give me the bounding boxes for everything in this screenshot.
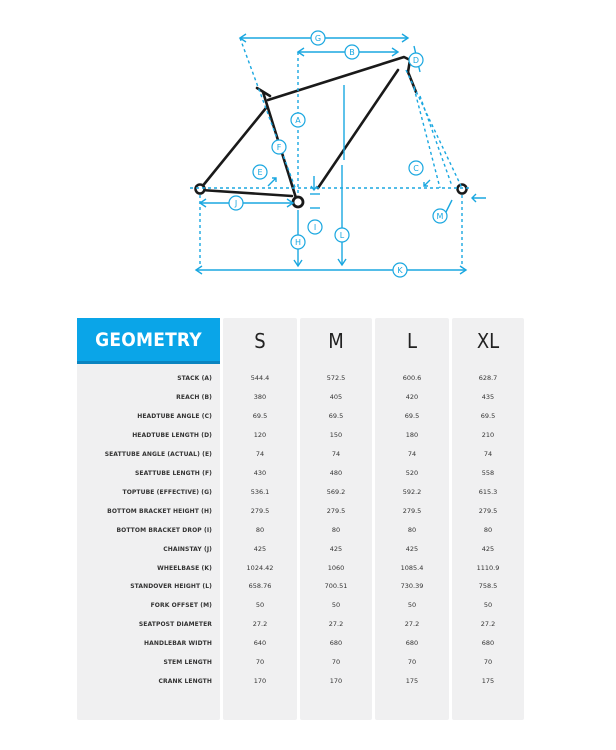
row-value-s: 1024.42: [246, 563, 274, 572]
label-f: [272, 140, 286, 154]
row-value-s: 27.2: [252, 620, 268, 629]
label-l-text: L: [339, 231, 345, 240]
table-row: [77, 653, 524, 672]
row-value-m: 1060: [327, 563, 345, 572]
row-value-l: 520: [405, 468, 419, 477]
table-row: [77, 634, 524, 653]
table-row: [77, 559, 524, 578]
row-value-xl: 70: [483, 658, 493, 667]
label-m-text: M: [436, 212, 444, 221]
label-b: [345, 45, 359, 59]
row-value-m: 680: [329, 639, 343, 648]
size-header-l: L: [406, 329, 418, 353]
row-value-s: 69.5: [252, 411, 268, 420]
row-value-l: 175: [405, 677, 419, 686]
label-g: [311, 31, 325, 45]
label-m: [433, 209, 447, 223]
row-label: TOPTUBE (EFFECTIVE) (G): [122, 488, 212, 496]
label-h-text: H: [294, 238, 302, 247]
row-value-s: 170: [253, 677, 267, 686]
size-header-m: M: [328, 329, 344, 353]
label-f-text: F: [276, 143, 282, 152]
row-value-l: 74: [407, 449, 417, 458]
frame-outline: [201, 57, 416, 198]
row-label: CHAINSTAY (J): [163, 545, 212, 553]
row-label: HEADTUBE ANGLE (C): [137, 412, 212, 420]
row-value-s: 50: [255, 601, 265, 610]
table-row: [77, 426, 524, 445]
row-value-l: 425: [405, 544, 419, 553]
size-header-xl: XL: [476, 329, 500, 353]
row-value-m: 425: [329, 544, 343, 553]
label-e-text: E: [257, 168, 263, 177]
row-value-m: 480: [329, 468, 343, 477]
row-value-xl: 80: [483, 525, 493, 534]
row-value-xl: 279.5: [478, 506, 498, 515]
label-k: [393, 263, 407, 277]
row-value-m: 569.2: [326, 487, 346, 496]
row-label: REACH (B): [176, 393, 212, 401]
row-value-l: 730.39: [400, 582, 424, 591]
row-value-xl: 680: [481, 639, 495, 648]
row-value-l: 592.2: [402, 487, 422, 496]
row-value-s: 120: [253, 430, 267, 439]
row-value-s: 70: [255, 658, 265, 667]
row-label: STEM LENGTH: [163, 659, 212, 667]
row-value-l: 27.2: [404, 620, 420, 629]
label-d: [409, 53, 423, 67]
table-row: [77, 672, 524, 691]
label-d-text: D: [412, 56, 420, 65]
row-value-xl: 210: [481, 430, 495, 439]
row-value-l: 70: [407, 658, 417, 667]
row-label: STANDOVER HEIGHT (L): [130, 583, 212, 591]
row-label: STACK (A): [177, 375, 212, 382]
row-value-m: 69.5: [328, 411, 344, 420]
row-value-m: 50: [331, 601, 341, 610]
table-row: [77, 369, 524, 388]
row-value-m: 405: [329, 392, 343, 401]
geometry-title: GEOMETRY: [77, 318, 220, 364]
row-value-s: 640: [253, 639, 267, 648]
row-value-xl: 558: [481, 468, 495, 477]
table-row: [77, 521, 524, 540]
row-value-s: 80: [255, 525, 265, 534]
row-value-l: 600.6: [402, 374, 422, 382]
row-value-l: 680: [405, 639, 419, 648]
row-label: HANDLEBAR WIDTH: [144, 640, 212, 648]
table-row: [77, 464, 524, 483]
row-value-m: 700.51: [324, 582, 348, 591]
row-value-xl: 74: [483, 449, 493, 458]
label-k-text: K: [397, 266, 403, 275]
row-label: BOTTOM BRACKET HEIGHT (H): [107, 507, 212, 515]
size-header-s: S: [254, 329, 266, 353]
dimension-labels: [229, 31, 447, 277]
row-value-s: 380: [253, 392, 267, 401]
row-value-xl: 1110.9: [476, 563, 500, 572]
row-label: SEATPOST DIAMETER: [138, 621, 212, 629]
row-value-l: 69.5: [404, 411, 420, 420]
row-label: FORK OFFSET (M): [150, 602, 212, 610]
row-label: HEADTUBE LENGTH (D): [132, 431, 212, 439]
row-value-l: 50: [407, 601, 417, 610]
label-a: [291, 113, 305, 127]
table-row: [77, 596, 524, 615]
table-row: [77, 483, 524, 502]
label-i: [308, 220, 322, 234]
row-value-s: 430: [253, 468, 267, 477]
row-value-m: 572.5: [326, 374, 346, 382]
label-h: [291, 235, 305, 249]
table-row: [77, 502, 524, 521]
row-value-s: 536.1: [250, 487, 270, 496]
row-value-xl: 615.3: [478, 487, 498, 496]
frame-geometry-diagram: [0, 0, 616, 300]
table-row: [77, 388, 524, 407]
row-value-s: 279.5: [250, 506, 270, 515]
row-value-m: 70: [331, 658, 341, 667]
row-value-s: 658.76: [248, 582, 272, 591]
label-l: [335, 228, 349, 242]
row-value-m: 80: [331, 525, 341, 534]
row-label: BOTTOM BRACKET DROP (I): [116, 526, 212, 534]
table-row: [77, 445, 524, 464]
row-value-xl: 69.5: [480, 411, 496, 420]
table-row: [77, 615, 524, 634]
table-row: [77, 577, 524, 596]
row-label: CRANK LENGTH: [158, 678, 212, 686]
row-value-s: 544.4: [250, 374, 270, 382]
row-value-l: 279.5: [402, 506, 422, 515]
row-value-xl: 435: [481, 392, 495, 401]
row-value-xl: 27.2: [480, 620, 496, 629]
table-row: [77, 407, 524, 426]
row-value-s: 74: [255, 449, 265, 458]
row-value-m: 27.2: [328, 620, 344, 629]
row-value-m: 74: [331, 449, 341, 458]
label-i-text: I: [313, 223, 317, 232]
row-value-l: 420: [405, 392, 419, 401]
row-value-m: 150: [329, 430, 343, 439]
label-c-text: C: [413, 164, 419, 173]
row-value-xl: 628.7: [478, 374, 498, 382]
row-value-xl: 50: [483, 601, 493, 610]
label-g-text: G: [314, 34, 322, 43]
row-value-l: 180: [405, 430, 419, 439]
row-label: SEATTUBE LENGTH (F): [134, 469, 212, 477]
row-value-xl: 175: [481, 677, 495, 686]
row-value-xl: 425: [481, 544, 495, 553]
label-c: [409, 161, 423, 175]
row-value-l: 80: [407, 525, 417, 534]
row-value-m: 170: [329, 677, 343, 686]
label-j-text: J: [234, 199, 238, 208]
row-value-xl: 758.5: [478, 582, 498, 591]
table-row: [77, 540, 524, 559]
row-value-m: 279.5: [326, 506, 346, 515]
label-a-text: A: [295, 116, 301, 125]
label-b-text: B: [349, 48, 355, 57]
row-value-s: 425: [253, 544, 267, 553]
label-e: [253, 165, 267, 179]
row-value-l: 1085.4: [400, 563, 424, 572]
row-label: WHEELBASE (K): [157, 564, 212, 572]
label-j: [229, 196, 243, 210]
row-label: SEATTUBE ANGLE (ACTUAL) (E): [104, 450, 212, 458]
